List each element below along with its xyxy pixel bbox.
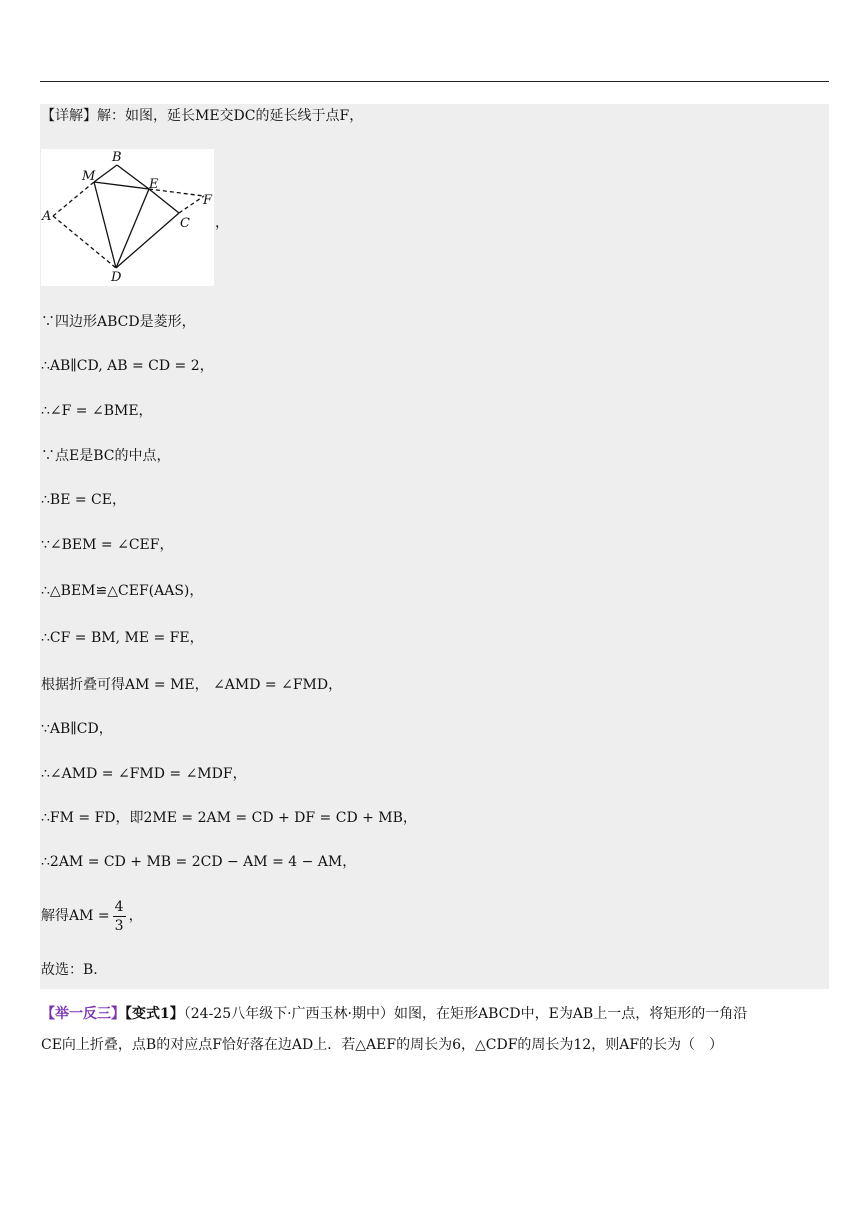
segment-cf bbox=[179, 196, 204, 213]
step-10: ∵AB∥CD， bbox=[41, 721, 113, 737]
fraction-numerator: 4 bbox=[114, 898, 124, 915]
label-m: M bbox=[82, 169, 96, 184]
step-1: ∵四边形ABCD是菱形， bbox=[41, 314, 196, 330]
practice-tag: 【举一反三】 bbox=[41, 1006, 125, 1022]
step-2: ∴AB∥CD, AB = CD = 2， bbox=[41, 358, 214, 374]
segment-ad bbox=[53, 216, 116, 268]
geometry-diagram bbox=[41, 149, 214, 286]
solution-intro: 【详解】解：如图，延长ME交DC的延长线于点F， bbox=[41, 108, 364, 124]
label-e: E bbox=[149, 177, 159, 192]
solve-prefix: 解得AM = bbox=[41, 908, 110, 924]
header-rule bbox=[40, 81, 829, 82]
question-line-1 bbox=[41, 1004, 747, 1024]
solve-line bbox=[41, 896, 143, 936]
segment-ed bbox=[116, 189, 149, 268]
step-4: ∵点E是BC的中点， bbox=[41, 448, 171, 464]
segment-ec bbox=[149, 189, 179, 213]
question-line-2: CE向上折叠，点B的对应点F恰好落在边AD上．若△AEF的周长为6，△CDF的周长为12，则AF的长为（ ） bbox=[41, 1037, 724, 1053]
answer-line: 故选：B. bbox=[41, 962, 98, 978]
step-9: 根据折叠可得AM = ME， ∠AMD = ∠FMD， bbox=[41, 677, 343, 693]
segment-cd bbox=[116, 213, 179, 268]
step-13: ∴2AM = CD + MB = 2CD − AM = 4 − AM， bbox=[41, 854, 357, 870]
question-text-1: （24-25八年级下·广西玉林·期中）如图，在矩形ABCD中，E为AB上一点，将矩形的一角沿 bbox=[183, 1006, 748, 1022]
step-8: ∴CF = BM, ME = FE， bbox=[41, 630, 204, 646]
step-11: ∴∠AMD = ∠FMD = ∠MDF， bbox=[41, 766, 247, 782]
label-f: F bbox=[203, 193, 213, 208]
label-c: C bbox=[180, 216, 190, 231]
fraction-denominator: 3 bbox=[114, 917, 124, 934]
label-d: D bbox=[111, 270, 122, 285]
rhombus-figure bbox=[41, 149, 214, 286]
step-7: ∴△BEM≌△CEF(AAS)， bbox=[41, 583, 204, 599]
step-6: ∵∠BEM = ∠CEF， bbox=[41, 537, 174, 553]
label-b: B bbox=[112, 150, 122, 165]
step-5: ∴BE = CE， bbox=[41, 492, 126, 508]
segment-am bbox=[53, 182, 94, 216]
step-3: ∴∠F = ∠BME， bbox=[41, 403, 153, 419]
segment-md bbox=[94, 182, 116, 268]
label-a: A bbox=[42, 209, 52, 224]
segment-mb bbox=[94, 165, 117, 182]
variant-label: 【变式1】 bbox=[125, 1006, 184, 1022]
figure-comma: ， bbox=[215, 215, 229, 231]
step-12: ∴FM = FD，即2ME = 2AM = CD + DF = CD + MB， bbox=[41, 810, 417, 826]
solve-suffix: ， bbox=[128, 908, 143, 924]
fraction-four-thirds bbox=[113, 898, 126, 935]
